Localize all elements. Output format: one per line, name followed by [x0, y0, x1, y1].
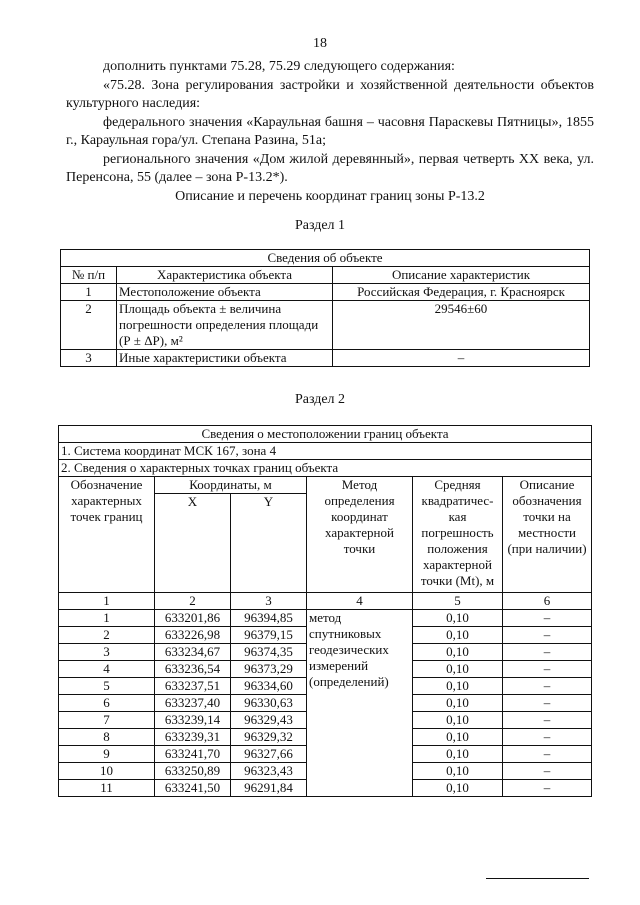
point-number: 6 [59, 695, 155, 712]
x-header: X [155, 494, 231, 593]
row-name: Иные характеристики объекта [117, 350, 333, 367]
point-mt: 0,10 [413, 780, 503, 797]
coordinate-system: 1. Система координат МСК 167, зона 4 [59, 443, 592, 460]
row-name: Площадь объекта ± величина погрешности определения площади (Р ± ΔР), м² [117, 301, 333, 350]
point-y: 96373,29 [231, 661, 307, 678]
point-x: 633239,31 [155, 729, 231, 746]
point-y: 96330,63 [231, 695, 307, 712]
point-mt: 0,10 [413, 712, 503, 729]
section-1-title: Раздел 1 [294, 218, 346, 233]
point-desc: – [503, 746, 592, 763]
column-number: 3 [231, 593, 307, 610]
point-x: 633234,67 [155, 644, 231, 661]
point-x: 633241,70 [155, 746, 231, 763]
point-y: 96329,43 [231, 712, 307, 729]
point-number: 2 [59, 627, 155, 644]
designation-header: Обозначение характерных точек границ [59, 477, 155, 593]
object-info-table [60, 249, 590, 367]
y-header: Y [231, 494, 307, 593]
point-x: 633201,86 [155, 610, 231, 627]
column-header: Описание характеристик [333, 267, 590, 284]
row-value: – [333, 350, 590, 367]
point-number: 10 [59, 763, 155, 780]
description-header: Описание обозначения точки на местности (при наличии) [503, 477, 592, 593]
point-x: 633239,14 [155, 712, 231, 729]
row-number: 3 [61, 350, 117, 367]
column-header: № п/п [61, 267, 117, 284]
table-row [61, 284, 590, 301]
point-y: 96329,32 [231, 729, 307, 746]
point-desc: – [503, 712, 592, 729]
column-number: 2 [155, 593, 231, 610]
point-desc: – [503, 661, 592, 678]
point-desc: – [503, 763, 592, 780]
point-mt: 0,10 [413, 644, 503, 661]
point-number: 7 [59, 712, 155, 729]
point-number: 1 [59, 610, 155, 627]
point-y: 96334,60 [231, 678, 307, 695]
federal-object-paragraph: федерального значения «Караульная башня – часовня Параскевы Пятницы», 1855 г., Караульная гора/ул. Степана Разина, 51а; [66, 114, 594, 148]
point-number: 5 [59, 678, 155, 695]
table-title: Сведения о местоположении границ объекта [59, 426, 592, 443]
table-row [59, 610, 592, 627]
point-mt: 0,10 [413, 678, 503, 695]
point-desc: – [503, 695, 592, 712]
point-y: 96394,85 [231, 610, 307, 627]
points-title: 2. Сведения о характерных точках границ объекта [59, 460, 592, 477]
point-y: 96374,35 [231, 644, 307, 661]
point-y: 96323,43 [231, 763, 307, 780]
point-mt: 0,10 [413, 746, 503, 763]
point-x: 633237,40 [155, 695, 231, 712]
point-desc: – [503, 644, 592, 661]
point-x: 633236,54 [155, 661, 231, 678]
point-mt: 0,10 [413, 610, 503, 627]
zone-paragraph: «75.28. Зона регулирования застройки и хозяйственной деятельности объектов культурного наследия: [66, 77, 594, 111]
method-cell: метод спутниковых геодезических измерений (определений) [307, 610, 413, 797]
footer-rule [486, 878, 589, 879]
point-desc: – [503, 610, 592, 627]
column-number: 5 [413, 593, 503, 610]
row-number: 2 [61, 301, 117, 350]
point-number: 8 [59, 729, 155, 746]
point-desc: – [503, 729, 592, 746]
row-number: 1 [61, 284, 117, 301]
point-desc: – [503, 678, 592, 695]
point-mt: 0,10 [413, 729, 503, 746]
coordinates-header: Координаты, м [155, 477, 307, 494]
page-number: 18 [313, 36, 327, 51]
point-mt: 0,10 [413, 695, 503, 712]
point-mt: 0,10 [413, 627, 503, 644]
point-y: 96291,84 [231, 780, 307, 797]
point-x: 633226,98 [155, 627, 231, 644]
point-number: 3 [59, 644, 155, 661]
section-2-title: Раздел 2 [294, 392, 346, 407]
table-row [61, 301, 590, 350]
point-x: 633237,51 [155, 678, 231, 695]
intro-text [66, 58, 594, 206]
point-x: 633241,50 [155, 780, 231, 797]
column-number: 1 [59, 593, 155, 610]
point-number: 11 [59, 780, 155, 797]
point-y: 96379,15 [231, 627, 307, 644]
column-number: 4 [307, 593, 413, 610]
point-mt: 0,10 [413, 661, 503, 678]
boundary-points-table [58, 425, 592, 797]
intro-line: дополнить пунктами 75.28, 75.29 следующего содержания: [103, 59, 455, 74]
table-row [61, 350, 590, 367]
point-number: 9 [59, 746, 155, 763]
method-header: Метод определения координат характерной точки [307, 477, 413, 593]
column-number: 6 [503, 593, 592, 610]
point-number: 4 [59, 661, 155, 678]
row-value: Российская Федерация, г. Красноярск [333, 284, 590, 301]
row-value: 29546±60 [333, 301, 590, 350]
point-mt: 0,10 [413, 763, 503, 780]
point-desc: – [503, 627, 592, 644]
column-header: Характеристика объекта [117, 267, 333, 284]
row-name: Местоположение объекта [117, 284, 333, 301]
regional-object-paragraph: регионального значения «Дом жилой деревянный», первая четверть XX века, ул. Перенсона, 55 (далее – зона Р-13.2*). [66, 151, 594, 185]
table-title: Сведения об объекте [61, 250, 590, 267]
coordinates-heading: Описание и перечень координат границ зоны Р-13.2 [175, 188, 485, 204]
error-header: Средняя квадратичес-кая погрешность положения характерной точки (Mt), м [413, 477, 503, 593]
point-x: 633250,89 [155, 763, 231, 780]
point-y: 96327,66 [231, 746, 307, 763]
point-desc: – [503, 780, 592, 797]
